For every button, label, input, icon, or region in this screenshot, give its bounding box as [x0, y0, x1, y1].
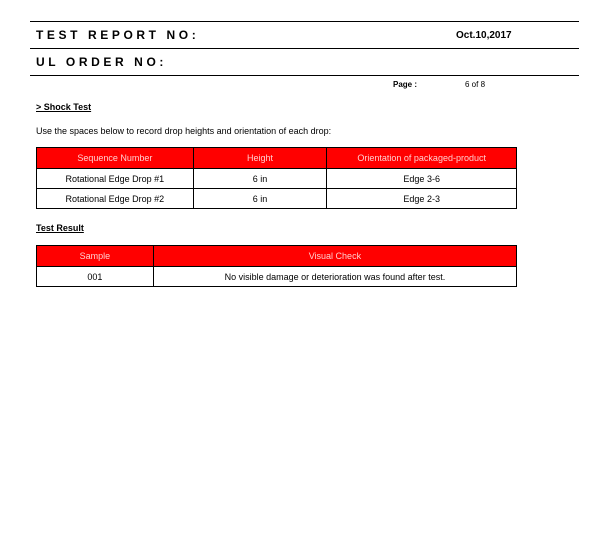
table-header-row [37, 246, 517, 267]
sample-cell: 001 [37, 267, 154, 287]
top-divider [30, 21, 579, 22]
sequence-cell: Rotational Edge Drop #2 [37, 189, 194, 209]
column-header-visual-check: Visual Check [153, 246, 516, 267]
header-bottom-divider [30, 75, 579, 76]
report-date: Oct.10,2017 [456, 30, 512, 41]
column-header-orientation: Orientation of packaged-product [327, 148, 517, 169]
shock-test-instruction: Use the spaces below to record drop heights and orientation of each drop: [36, 126, 332, 136]
header-divider [30, 48, 579, 49]
ul-order-no-label: UL ORDER NO: [36, 55, 167, 69]
test-report-no-label: TEST REPORT NO: [36, 28, 200, 42]
column-header-sample: Sample [37, 246, 154, 267]
height-cell: 6 in [193, 169, 327, 189]
orientation-cell: Edge 3-6 [327, 169, 517, 189]
height-cell: 6 in [193, 189, 327, 209]
sequence-cell: Rotational Edge Drop #1 [37, 169, 194, 189]
orientation-cell: Edge 2-3 [327, 189, 517, 209]
table-row [37, 169, 517, 189]
column-header-height: Height [193, 148, 327, 169]
table-header-row [37, 148, 517, 169]
test-result-title: Test Result [36, 223, 84, 233]
visual-check-cell: No visible damage or deterioration was found after test. [153, 267, 516, 287]
table-row [37, 189, 517, 209]
page-label: Page : [393, 80, 418, 89]
table-row [37, 267, 517, 287]
page-number: 6 of 8 [465, 80, 486, 89]
shock-test-title: > Shock Test [36, 102, 92, 112]
drop-record-table [36, 147, 517, 209]
test-result-table [36, 245, 517, 287]
column-header-sequence-number: Sequence Number [37, 148, 194, 169]
